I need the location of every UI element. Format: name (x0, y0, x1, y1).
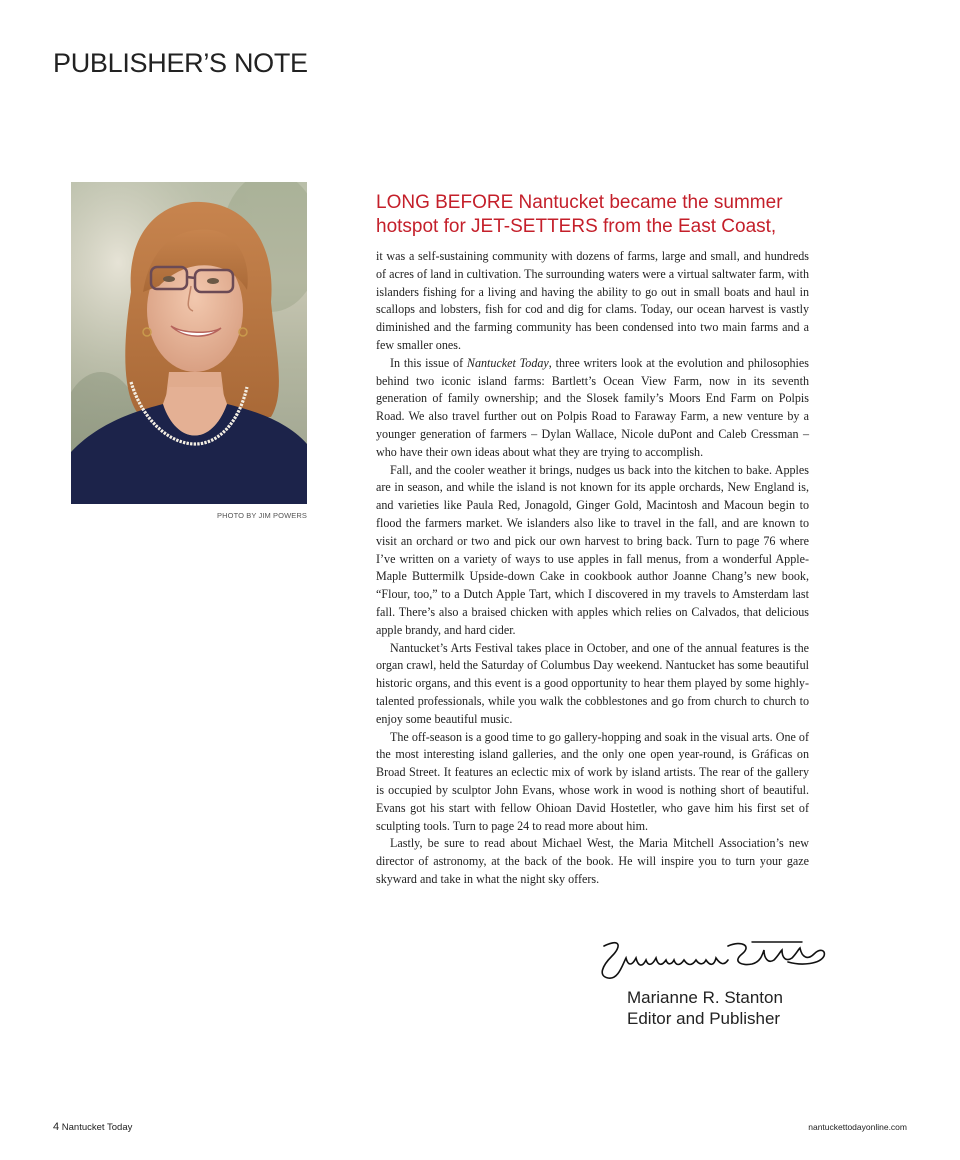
section-title: PUBLISHER’S NOTE (53, 48, 308, 78)
publication-name-italic: Nantucket Today (466, 355, 549, 370)
paragraph: Lastly, be sure to read about Michael West, the Maria Mitchell Association’s new director of astronomy, at the back of the book. He will inspire you to turn your gaze skyward and take in what the night sky offers. (376, 836, 809, 886)
signatory-title: Editor and Publisher (627, 1009, 781, 1028)
paragraph: Nantucket’s Arts Festival takes place in October, and one of the annual features is the organ crawl, held the Saturday of Columbus Day weekend. Nantucket has some beautiful historic organs, and this event is a good opportunity to hear them played by some highly-talented professionals, while you walk the cobblestones and go from church to church to enjoy some beautiful music. (376, 640, 809, 726)
footer-folio (53, 1121, 132, 1133)
publication-name: Nantucket Today (61, 1122, 133, 1133)
paragraph: In this issue of Nantucket Today, three writers look at the evolution and philosophies behind two iconic island farms: Bartlett’s Ocean View Farm, now in its seventh generation of family ownership; and the Slosek family’s Moors End Farm on Polpis Road. We also travel further out on Polpis Road to Faraway Farm, a new venture by a younger generation of farmers – Dylan Wallace, Nicole duPont and Caleb Cressman – who have their own ideas about what they are trying to accomplish. (376, 355, 809, 459)
photo-credit: PHOTO BY JIM POWERS (217, 511, 307, 520)
article-headline: LONG BEFORE Nantucket became the summer hotspot for JET-SETTERS from the East Coast, (376, 192, 783, 237)
page-number: 4 (53, 1121, 60, 1133)
paragraph: Fall, and the cooler weather it brings, nudges us back into the kitchen to bake. Apples are in season, and while the island is not known for its apple orchards, New England is, and varieties like Paula Red, Jonagold, Ginger Gold, Macintosh and Macoun begin to flood the farmers market. We islanders also like to travel in the fall, and are known to visit an orchard or two and pick our own harvest to bring back. Turn to page 76 where I’ve written on a variety of ways to use apples in fall menus, from a wonderful Apple-Maple Buttermilk Upside-down Cake in cookbook author Joanne Chang’s new book, “Flour, too,” to a Dutch Apple Tart, which I discovered in my travels to Amsterdam last fall. There’s also a braised chicken with apples which relies on Calvados, that delicious apple brandy, and hard cider. (376, 462, 809, 637)
paragraph: The off-season is a good time to go gallery-hopping and soak in the visual arts. One of the most interesting island galleries, and the only one open year-round, is Gráficas on Broad Street. It features an eclectic mix of work by island artists. The rear of the gallery is occupied by sculptor John Evans, whose work in wood is nothing short of beautiful. Evans got his start with fellow Ohioan David Hostetler, who gave him his first set of sculpting tools. Turn to page 24 to read more about him. (376, 729, 809, 833)
signatory-name: Marianne R. Stanton (627, 988, 783, 1007)
publisher-portrait-photo (71, 182, 307, 504)
footer-website: nantuckettodayonline.com (808, 1122, 907, 1132)
handwritten-signature (592, 936, 832, 982)
paragraph: it was a self-sustaining community with dozens of farms, large and small, and hundreds of acres of land in cultivation. The surrounding waters were a virtual saltwater farm, with islanders fishing for a living and having the ability to go out in small boats and haul in scallops and lobsters, fish for cod and dig for clams. Today, our ocean harvest is vastly diminished and the farming community has been condensed into two main farms and a few smaller ones. (376, 249, 809, 352)
article-body (376, 248, 809, 889)
